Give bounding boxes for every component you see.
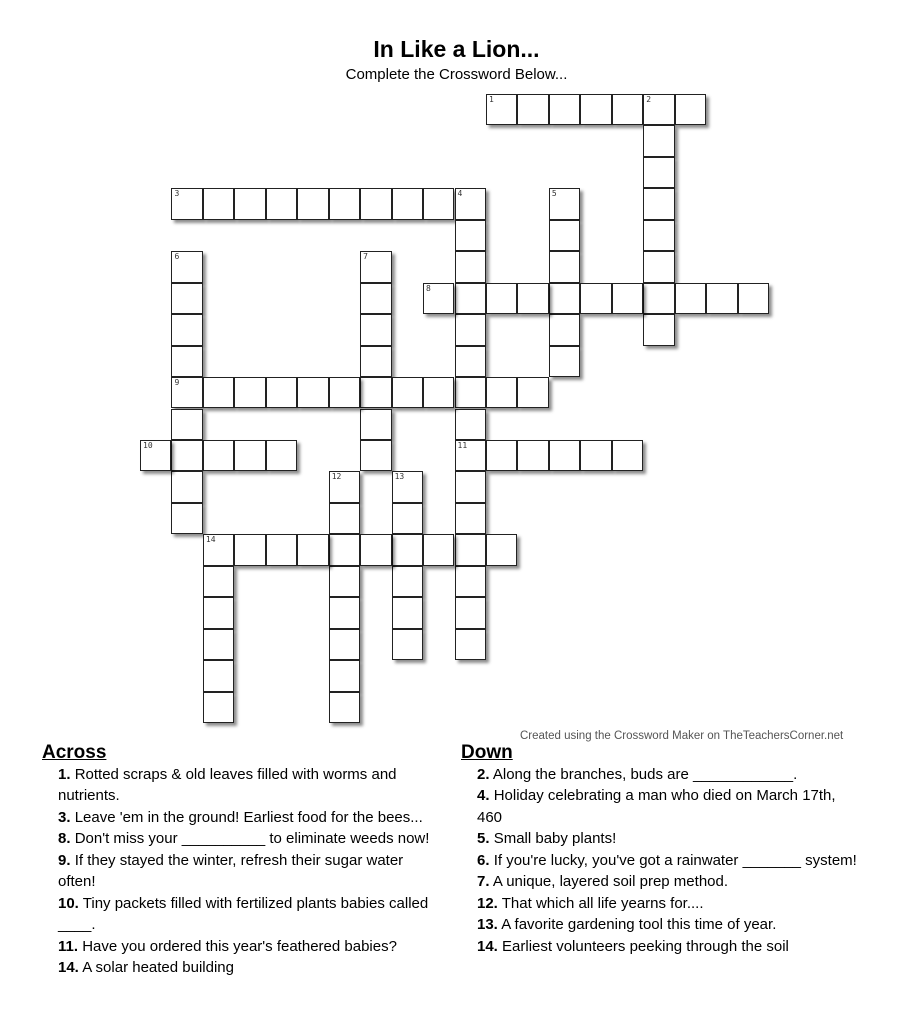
- crossword-cell[interactable]: [392, 503, 423, 534]
- crossword-cell[interactable]: [675, 94, 706, 125]
- clue-down: [461, 764, 861, 786]
- clue-text: Leave 'em in the ground! Earliest food for the bees...: [74, 808, 423, 826]
- crossword-cell[interactable]: [171, 251, 202, 282]
- crossword-cell[interactable]: [643, 220, 674, 251]
- crossword-cell[interactable]: [455, 440, 486, 471]
- clue-across: [42, 807, 432, 829]
- clue-number: 7.: [477, 873, 490, 890]
- clue-number: 6.: [477, 851, 490, 869]
- crossword-cell[interactable]: [549, 251, 580, 282]
- clue-down: [461, 893, 861, 915]
- clue-text: That which all life yearns for....: [501, 894, 704, 912]
- crossword-cell[interactable]: [329, 629, 360, 660]
- clue-text: If you're lucky, you've got a rainwater _______ system!: [493, 851, 857, 869]
- crossword-cell[interactable]: [203, 629, 234, 660]
- crossword-cell[interactable]: [580, 94, 611, 125]
- down-heading: Down: [461, 742, 513, 763]
- crossword-cell[interactable]: [486, 94, 517, 125]
- clue-text: Earliest volunteers peeking through the soil: [502, 937, 789, 955]
- crossword-cell[interactable]: [203, 377, 234, 408]
- crossword-cell[interactable]: [297, 188, 328, 219]
- crossword-cell[interactable]: [392, 377, 423, 408]
- crossword-cell[interactable]: [171, 440, 202, 471]
- crossword-cell[interactable]: [171, 283, 202, 314]
- cell-number: 2: [646, 95, 652, 104]
- crossword-cell[interactable]: [171, 377, 202, 408]
- clue-number: 12.: [477, 894, 498, 912]
- clue-text: Holiday celebrating a man who died on March 17th, 460: [477, 787, 836, 826]
- clue-down: [461, 871, 861, 893]
- crossword-cell[interactable]: [234, 534, 265, 565]
- crossword-cell[interactable]: [171, 188, 202, 219]
- clue-text: If they stayed the winter, refresh their sugar water often!: [58, 851, 404, 890]
- crossword-cell[interactable]: [643, 314, 674, 345]
- crossword-cell[interactable]: [612, 283, 643, 314]
- clue-across: [42, 957, 432, 979]
- clue-text: Along the branches, buds are ____________.: [492, 765, 798, 783]
- crossword-cell[interactable]: [392, 566, 423, 597]
- cell-number: 8: [426, 283, 431, 293]
- crossword-cell[interactable]: [549, 94, 580, 125]
- crossword-cell[interactable]: [234, 440, 265, 471]
- crossword-cell[interactable]: [612, 94, 643, 125]
- crossword-cell[interactable]: [329, 660, 360, 691]
- clue-text: A solar heated building: [82, 959, 234, 976]
- across-clues: [42, 742, 432, 979]
- crossword-cell[interactable]: [392, 534, 423, 565]
- crossword-cell[interactable]: [392, 188, 423, 219]
- clue-text: Have you ordered this year's feathered babies?: [82, 937, 397, 955]
- crossword-cell[interactable]: [643, 157, 674, 188]
- crossword-cell[interactable]: [329, 471, 360, 502]
- crossword-cell[interactable]: [203, 566, 234, 597]
- across-heading: Across: [42, 742, 107, 763]
- clue-text: Rotted scraps & old leaves filled with worms and nutrients.: [58, 765, 397, 804]
- crossword-cell[interactable]: [517, 377, 548, 408]
- crossword-cell[interactable]: [455, 377, 486, 408]
- clue-down: [461, 785, 861, 828]
- crossword-cell[interactable]: [423, 188, 454, 219]
- cell-number: 5: [551, 189, 557, 199]
- cell-number: 13: [394, 472, 405, 482]
- clue-number: 5.: [477, 830, 490, 847]
- crossword-cell[interactable]: [455, 471, 486, 502]
- crossword-cell[interactable]: [549, 314, 580, 345]
- crossword-cell[interactable]: [455, 283, 486, 314]
- crossword-cell[interactable]: [643, 188, 674, 219]
- crossword-cell[interactable]: [455, 314, 486, 345]
- cell-number: 1: [488, 95, 494, 104]
- crossword-cell[interactable]: [140, 440, 171, 471]
- crossword-cell[interactable]: [455, 409, 486, 440]
- crossword-cell[interactable]: [329, 534, 360, 565]
- crossword-cell[interactable]: [455, 251, 486, 282]
- clue-number: 9.: [58, 851, 71, 869]
- crossword-cell[interactable]: [360, 283, 391, 314]
- crossword-cell[interactable]: [360, 409, 391, 440]
- crossword-cell[interactable]: [423, 377, 454, 408]
- crossword-cell[interactable]: [549, 220, 580, 251]
- crossword-cell[interactable]: [455, 346, 486, 377]
- crossword-cell[interactable]: [549, 440, 580, 471]
- crossword-cell[interactable]: [297, 534, 328, 565]
- crossword-cell[interactable]: [360, 188, 391, 219]
- clue-across: [42, 936, 432, 958]
- crossword-cell[interactable]: [329, 566, 360, 597]
- crossword-cell[interactable]: [549, 283, 580, 314]
- crossword-cell[interactable]: [455, 503, 486, 534]
- crossword-cell[interactable]: [455, 629, 486, 660]
- clue-down: [461, 936, 861, 958]
- crossword-cell[interactable]: [423, 534, 454, 565]
- crossword-cell[interactable]: [675, 283, 706, 314]
- crossword-cell[interactable]: [360, 440, 391, 471]
- crossword-cell[interactable]: [392, 629, 423, 660]
- crossword-cell[interactable]: [266, 440, 297, 471]
- crossword-cell[interactable]: [203, 692, 234, 723]
- clue-number: 4.: [477, 787, 490, 804]
- crossword-cell[interactable]: [580, 283, 611, 314]
- subtitle: Complete the Crossword Below...: [345, 66, 568, 83]
- clue-number: 14.: [58, 959, 79, 976]
- crossword-cell[interactable]: [643, 94, 674, 125]
- cell-number: 6: [174, 252, 180, 262]
- crossword-cell[interactable]: [455, 188, 486, 219]
- crossword-cell[interactable]: [203, 440, 234, 471]
- crossword-cell[interactable]: [643, 283, 674, 314]
- crossword-cell[interactable]: [455, 597, 486, 628]
- clue-across: [42, 828, 432, 850]
- clue-across: [42, 850, 432, 893]
- crossword-cell[interactable]: [517, 94, 548, 125]
- crossword-cell[interactable]: [392, 597, 423, 628]
- crossword-cell[interactable]: [486, 377, 517, 408]
- clue-down: [461, 850, 861, 872]
- crossword-cell[interactable]: [549, 188, 580, 219]
- crossword-cell[interactable]: [360, 534, 391, 565]
- cell-number: 14: [205, 535, 216, 545]
- clue-number: 1.: [58, 765, 71, 783]
- cell-number: 4: [457, 189, 463, 199]
- crossword-cell[interactable]: [486, 534, 517, 565]
- clue-number: 14.: [477, 937, 498, 955]
- crossword-cell[interactable]: [360, 251, 391, 282]
- clue-number: 11.: [58, 937, 79, 955]
- crossword-cell[interactable]: [329, 692, 360, 723]
- crossword-cell[interactable]: [360, 377, 391, 408]
- crossword-cell[interactable]: [486, 440, 517, 471]
- crossword-cell[interactable]: [329, 503, 360, 534]
- crossword-cell[interactable]: [266, 534, 297, 565]
- crossword-cell[interactable]: [329, 377, 360, 408]
- clue-text: A favorite gardening tool this time of year.: [501, 916, 777, 933]
- crossword-cell[interactable]: [297, 377, 328, 408]
- clue-text: Tiny packets filled with fertilized plants babies called ____.: [58, 894, 429, 933]
- crossword-cell[interactable]: [171, 471, 202, 502]
- clue-text: Small baby plants!: [493, 830, 617, 847]
- clue-text: A unique, layered soil prep method.: [492, 873, 729, 890]
- crossword-cell[interactable]: [706, 283, 737, 314]
- crossword-cell[interactable]: [612, 440, 643, 471]
- cell-number: 10: [143, 440, 153, 450]
- crossword-cell[interactable]: [329, 597, 360, 628]
- clue-across: [42, 764, 432, 807]
- clue-down: [461, 828, 861, 850]
- crossword-cell[interactable]: [360, 314, 391, 345]
- crossword-cell[interactable]: [203, 660, 234, 691]
- crossword-cell[interactable]: [643, 251, 674, 282]
- cell-number: 12: [331, 472, 342, 482]
- cell-number: 3: [174, 189, 180, 199]
- crossword-cell[interactable]: [266, 188, 297, 219]
- cell-number: 9: [174, 378, 180, 388]
- crossword-cell[interactable]: [549, 346, 580, 377]
- crossword-cell[interactable]: [392, 471, 423, 502]
- clue-number: 13.: [477, 916, 498, 933]
- clue-number: 3.: [58, 808, 71, 826]
- credit-text: Created using the Crossword Maker on TheTeachersCorner.net: [520, 730, 844, 742]
- crossword-cell[interactable]: [517, 283, 548, 314]
- crossword-cell[interactable]: [171, 503, 202, 534]
- crossword-cell[interactable]: [203, 597, 234, 628]
- crossword-cell[interactable]: [203, 188, 234, 219]
- crossword-cell[interactable]: [266, 377, 297, 408]
- crossword-cell[interactable]: [517, 440, 548, 471]
- clue-across: [42, 893, 432, 936]
- page-title: In Like a Lion...: [373, 36, 540, 62]
- crossword-cell[interactable]: [329, 188, 360, 219]
- clue-down: [461, 914, 861, 936]
- crossword-cell[interactable]: [171, 314, 202, 345]
- clue-number: 8.: [58, 830, 71, 847]
- crossword-cell[interactable]: [580, 440, 611, 471]
- cell-number: 11: [457, 440, 468, 450]
- clue-number: 2.: [477, 765, 490, 783]
- crossword-cell[interactable]: [643, 125, 674, 156]
- crossword-cell[interactable]: [455, 566, 486, 597]
- crossword-cell[interactable]: [360, 346, 391, 377]
- crossword-cell[interactable]: [486, 283, 517, 314]
- down-clues: [461, 742, 861, 957]
- crossword-cell[interactable]: [171, 409, 202, 440]
- clue-text: Don't miss your __________ to eliminate weeds now!: [74, 830, 430, 847]
- crossword-cell[interactable]: [423, 283, 454, 314]
- cell-number: 7: [363, 252, 368, 262]
- crossword-cell[interactable]: [738, 283, 769, 314]
- crossword-cell[interactable]: [234, 377, 265, 408]
- crossword-cell[interactable]: [203, 534, 234, 565]
- crossword-cell[interactable]: [455, 534, 486, 565]
- crossword-cell[interactable]: [234, 188, 265, 219]
- clue-number: 10.: [58, 894, 79, 912]
- crossword-cell[interactable]: [171, 346, 202, 377]
- crossword-cell[interactable]: [455, 220, 486, 251]
